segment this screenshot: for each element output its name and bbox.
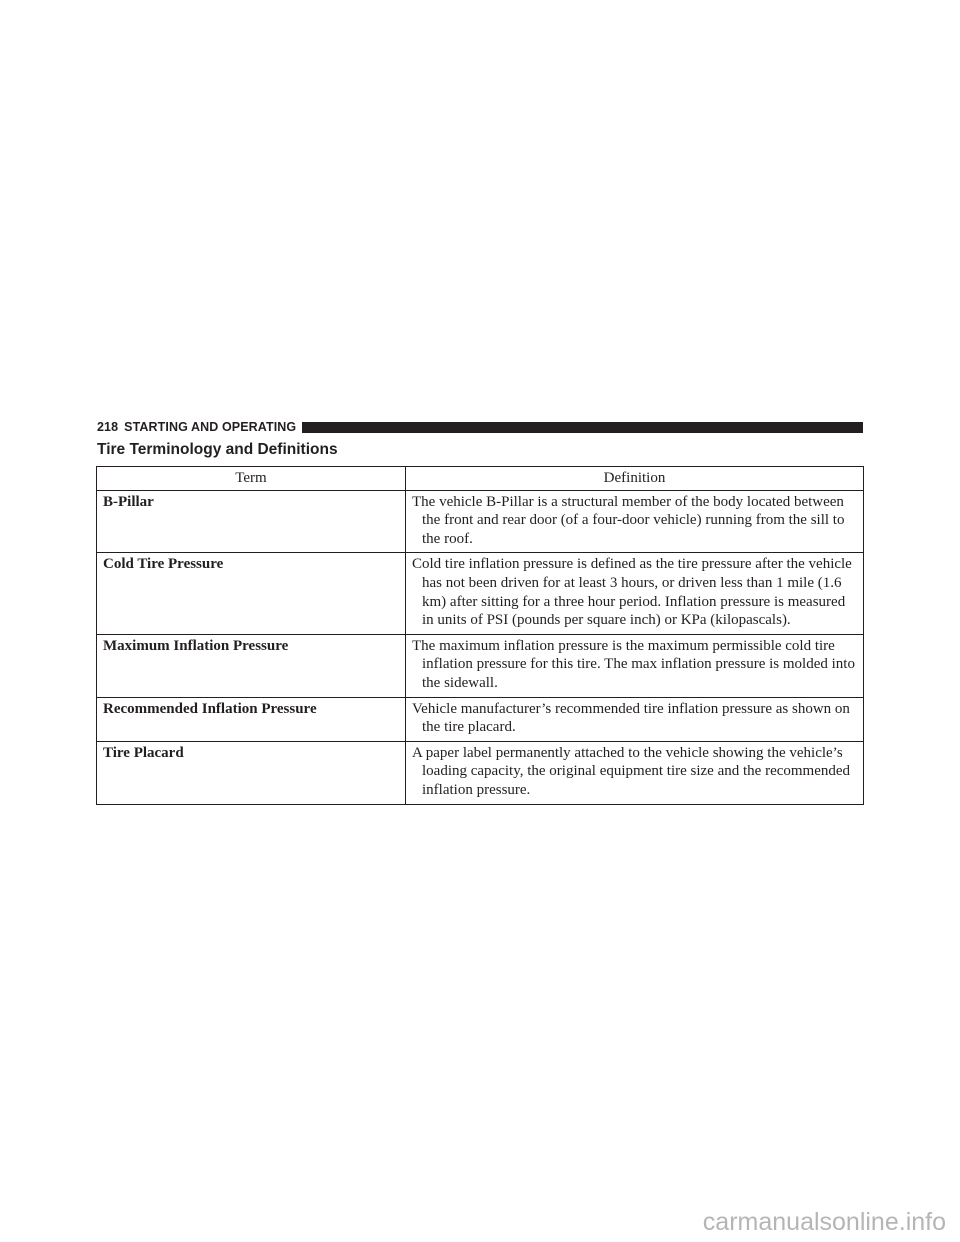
table-header-row [97,467,864,491]
table-row [97,741,864,804]
page-number: 218 [97,420,119,434]
section-heading: Tire Terminology and Definitions [97,441,338,458]
column-header-term: Term [97,467,406,491]
term-cell: B-Pillar [97,490,406,553]
column-header-definition: Definition [406,467,864,491]
term-cell: Maximum Inflation Pressure [97,634,406,697]
definition-cell: A paper label permanently attached to the vehicle showing the vehicle’s loading capacity, the original equipment tire size and the recommended inflation pressure. [406,741,864,804]
definition-cell: Vehicle manufacturer’s recommended tire inflation pressure as shown on the tire placard. [406,697,864,741]
table-row [97,634,864,697]
watermark: carmanualsonline.info [702,1208,946,1236]
term-cell: Cold Tire Pressure [97,553,406,634]
terminology-table [96,466,864,805]
header-rule [302,422,863,433]
definition-cell: Cold tire inflation pressure is defined as the tire pressure after the vehicle has not been driven for at least 3 hours, or driven less than 1 mile (1.6 km) after sitting for a three hour period. Inflation pressure is measured in units of PSI (pounds per square inch) or KPa (kilopascals). [406,553,864,634]
definition-cell: The maximum inflation pressure is the maximum permissible cold tire inflation pressure for this tire. The max inflation pressure is molded into the sidewall. [406,634,864,697]
table-row [97,553,864,634]
table-row [97,697,864,741]
term-cell: Recommended Inflation Pressure [97,697,406,741]
definition-cell: The vehicle B-Pillar is a structural member of the body located between the front and rear door (of a four-door vehicle) running from the sill to the roof. [406,490,864,553]
page-header [97,418,863,436]
table-row [97,490,864,553]
section-title: STARTING AND OPERATING [124,420,297,434]
term-cell: Tire Placard [97,741,406,804]
